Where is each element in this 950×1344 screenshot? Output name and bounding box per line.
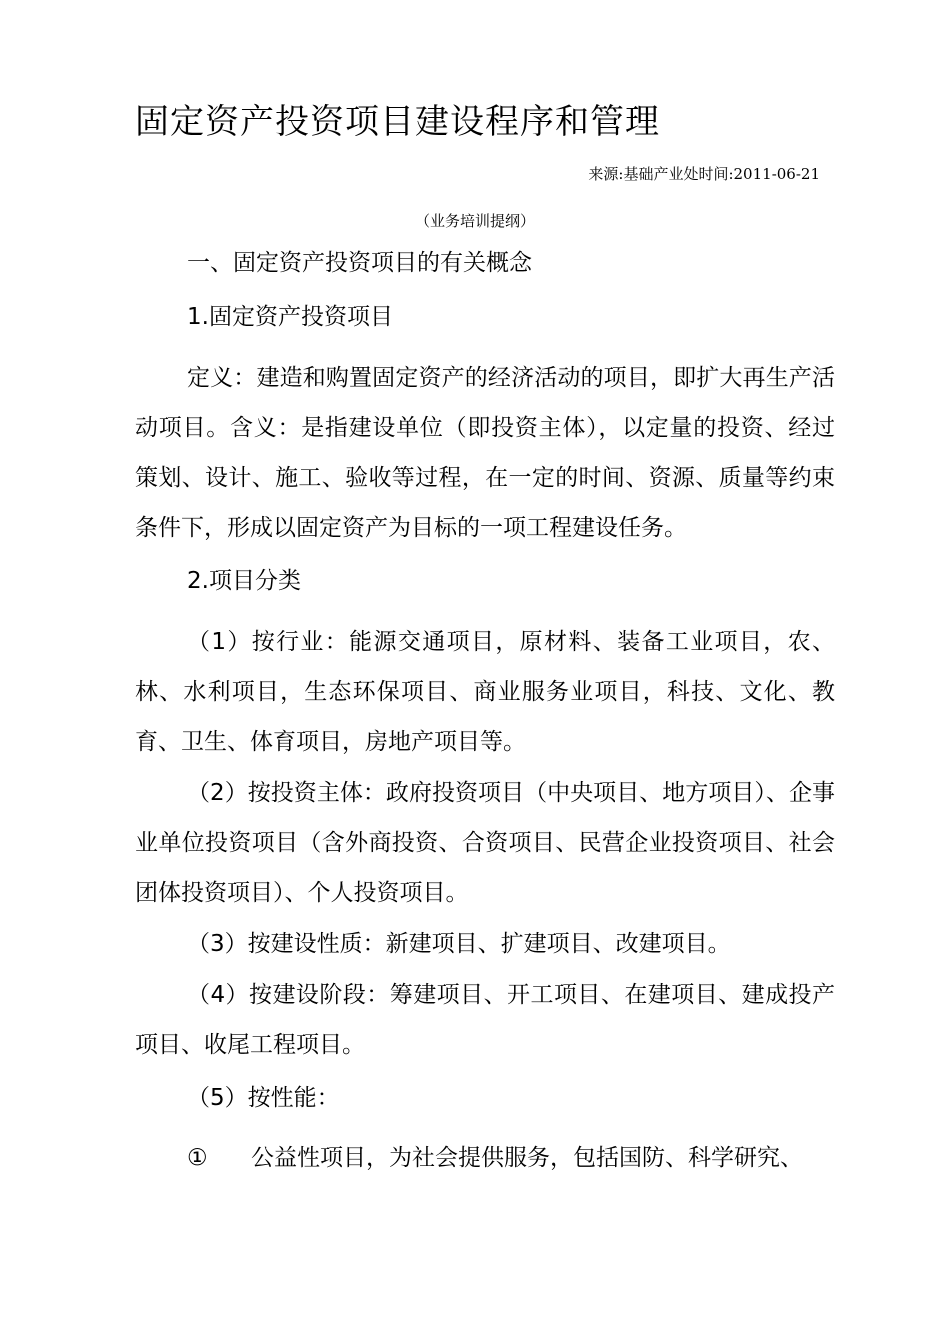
classification-function: （5）按性能： [187,1085,340,1111]
classification-stage: （4）按建设阶段：筹建项目、开工项目、在建项目、建成投产项目、收尾工程项目。 [135,982,835,1058]
section-heading-1: 一、固定资产投资项目的有关概念 [187,250,532,276]
sub-item-1-text: 公益性项目，为社会提供服务，包括国防、科学研究、 [251,1145,803,1171]
sub-item-1 [187,1138,803,1178]
source-line: 来源:基础产业处时间:2011-06-21 [588,165,820,183]
subtitle: （业务培训提纲） [414,212,535,230]
document-title: 固定资产投资项目建设程序和管理 [135,102,660,142]
circled-number-one: ① [187,1145,208,1171]
classification-investor: （2）按投资主体：政府投资项目（中央项目、地方项目）、企事业单位投资项目（含外商投资、合资项目、民营企业投资项目、社会团体投资项目）、个人投资项目。 [135,780,835,906]
classification-nature: （3）按建设性质：新建项目、扩建项目、改建项目。 [187,931,731,957]
classification-industry: （1）按行业：能源交通项目，原材料、装备工业项目，农、林、水利项目，生态环保项目、商业服务业项目，科技、文化、教育、卫生、体育项目，房地产项目等。 [135,629,835,755]
item-heading-2: 2.项目分类 [187,568,301,594]
item-heading-1: 1.固定资产投资项目 [187,304,393,330]
definition-paragraph: 定义：建造和购置固定资产的经济活动的项目，即扩大再生产活动项目。含义：是指建设单位（即投资主体），以定量的投资、经过策划、设计、施工、验收等过程，在一定的时间、资源、质量等约束条件下，形成以固定资产为目标的一项工程建设任务。 [135,365,835,541]
